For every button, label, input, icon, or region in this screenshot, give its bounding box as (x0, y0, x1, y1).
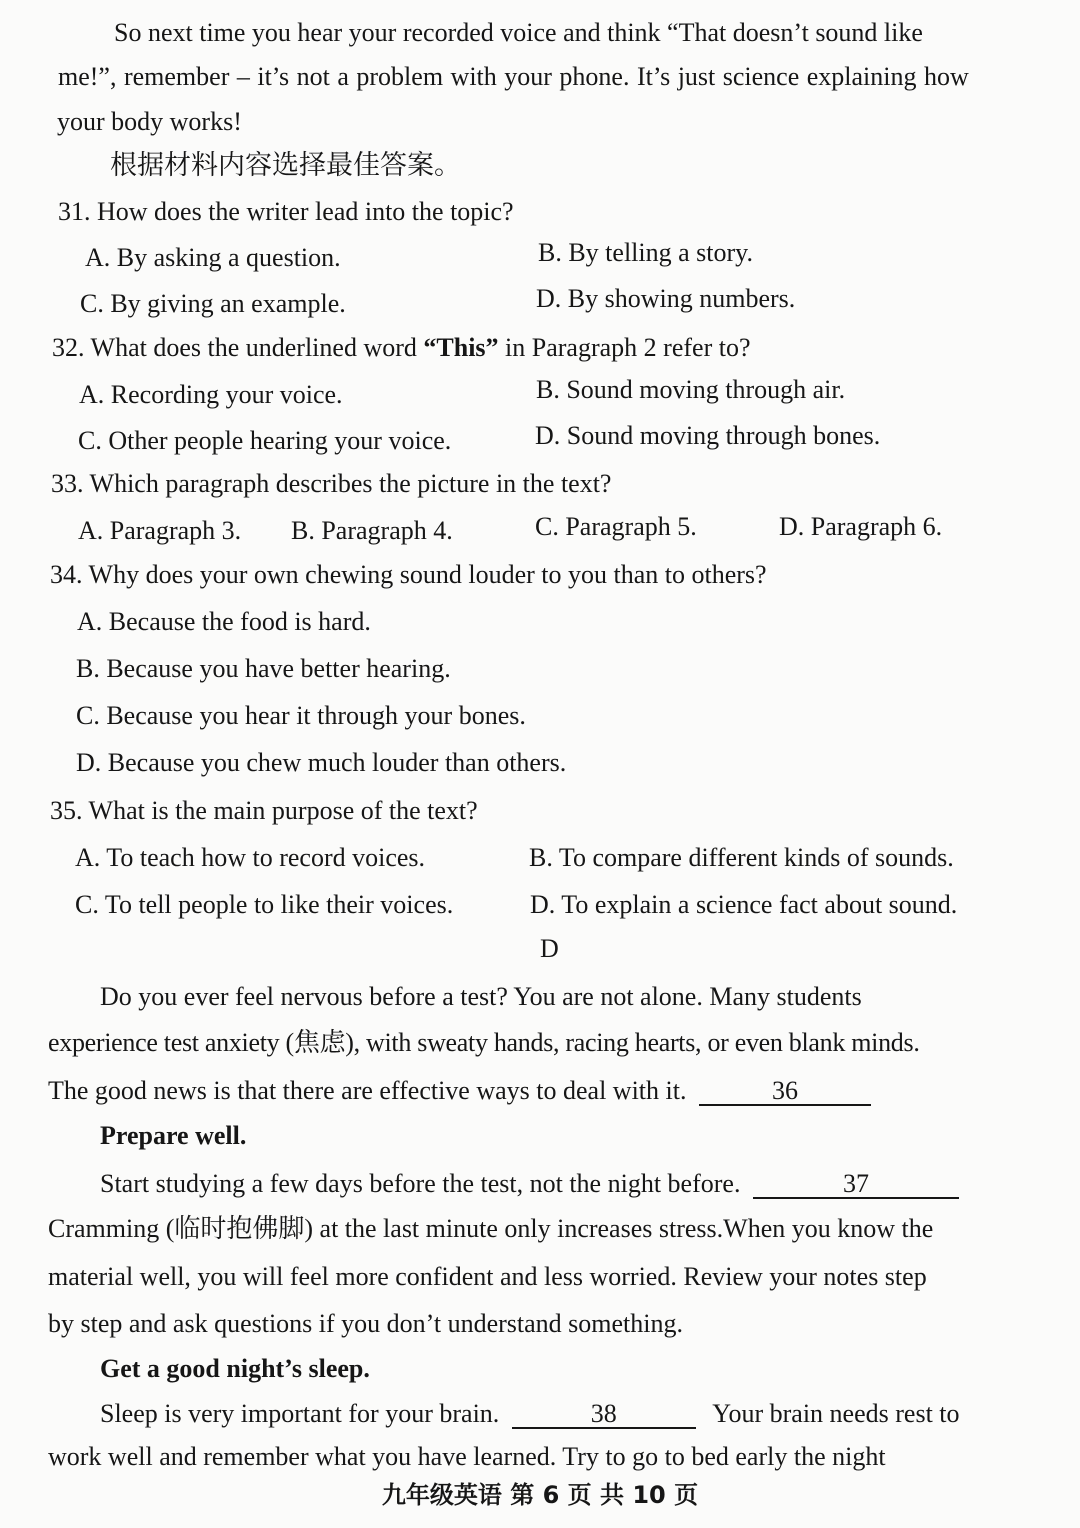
question-33-option-d: D. Paragraph 6. (779, 512, 943, 541)
question-34-option-d: D. Because you chew much louder than others. (76, 748, 567, 777)
question-31-option-a: A. By asking a question. (85, 243, 341, 272)
underlined-word-this: “This” (423, 333, 499, 362)
heading-prepare-well: Prepare well. (100, 1121, 247, 1150)
question-35-option-a: A. To teach how to record voices. (75, 843, 426, 872)
question-35-stem: 35. What is the main purpose of the text? (50, 796, 478, 825)
section-d-p3-line-1: Sleep is very important for your brain. 38 Your brain needs rest to (100, 1399, 960, 1428)
section-d-letter: D (540, 934, 559, 963)
question-34-stem: 34. Why does your own chewing sound louder to you than to others? (50, 560, 767, 589)
question-35-option-c: C. To tell people to like their voices. (75, 890, 454, 919)
blank-37: 37 (753, 1170, 959, 1199)
question-31-option-b: B. By telling a story. (538, 238, 753, 267)
question-33-stem: 33. Which paragraph describes the picture in the text? (51, 469, 612, 498)
section-d-p1-line-2: experience test anxiety (焦虑), with sweaty hands, racing hearts, or even blank minds. (48, 1028, 920, 1057)
question-35-option-b: B. To compare different kinds of sounds. (529, 843, 954, 872)
section-d-p3-line-2: work well and remember what you have learned. Try to go to bed early the night (48, 1442, 886, 1471)
section-d-p2-line-2: Cramming (临时抱佛脚) at the last minute only increases stress.When you know the (48, 1214, 934, 1243)
question-33-option-a: A. Paragraph 3. (78, 516, 242, 545)
question-32-option-d: D. Sound moving through bones. (535, 421, 881, 450)
question-34-option-a: A. Because the food is hard. (77, 607, 371, 636)
question-32-option-c: C. Other people hearing your voice. (78, 426, 452, 455)
passage-c-line-3: your body works! (57, 107, 242, 136)
section-d-p2-line-4: by step and ask questions if you don’t understand something. (48, 1309, 684, 1338)
question-32-option-a: A. Recording your voice. (79, 380, 343, 409)
question-31-option-c: C. By giving an example. (80, 289, 346, 318)
passage-c-line-1: So next time you hear your recorded voice and think “That doesn’t sound like (114, 18, 923, 47)
blank-36: 36 (699, 1077, 871, 1106)
blank-38: 38 (512, 1400, 696, 1429)
question-33-option-c: C. Paragraph 5. (535, 512, 697, 541)
question-32-option-b: B. Sound moving through air. (536, 375, 846, 404)
instruction: 根据材料内容选择最佳答案。 (110, 150, 461, 181)
heading-good-sleep: Get a good night’s sleep. (100, 1354, 370, 1383)
question-33-option-b: B. Paragraph 4. (291, 516, 453, 545)
section-d-p2-line-3: material well, you will feel more confident and less worried. Review your notes step (48, 1262, 927, 1291)
question-31-option-d: D. By showing numbers. (536, 284, 796, 313)
passage-c-line-2: me!”, remember – it’s not a problem with your phone. It’s just science explaining how (58, 62, 969, 91)
section-d-p1-line-3: The good news is that there are effective ways to deal with it. 36 (48, 1077, 871, 1106)
question-32-stem: 32. What does the underlined word “This” in Paragraph 2 refer to? (52, 333, 751, 362)
question-35-option-d: D. To explain a science fact about sound. (530, 890, 958, 919)
page-footer: 九年级英语 第 6 页 共 10 页 (381, 1481, 699, 1509)
question-31-stem: 31. How does the writer lead into the topic? (58, 197, 514, 226)
section-d-p2-line-1: Start studying a few days before the test, not the night before. 37 (100, 1170, 959, 1199)
question-34-option-b: B. Because you have better hearing. (76, 654, 451, 683)
question-34-option-c: C. Because you hear it through your bones. (76, 701, 526, 730)
section-d-p1-line-1: Do you ever feel nervous before a test? You are not alone. Many students (100, 982, 862, 1011)
